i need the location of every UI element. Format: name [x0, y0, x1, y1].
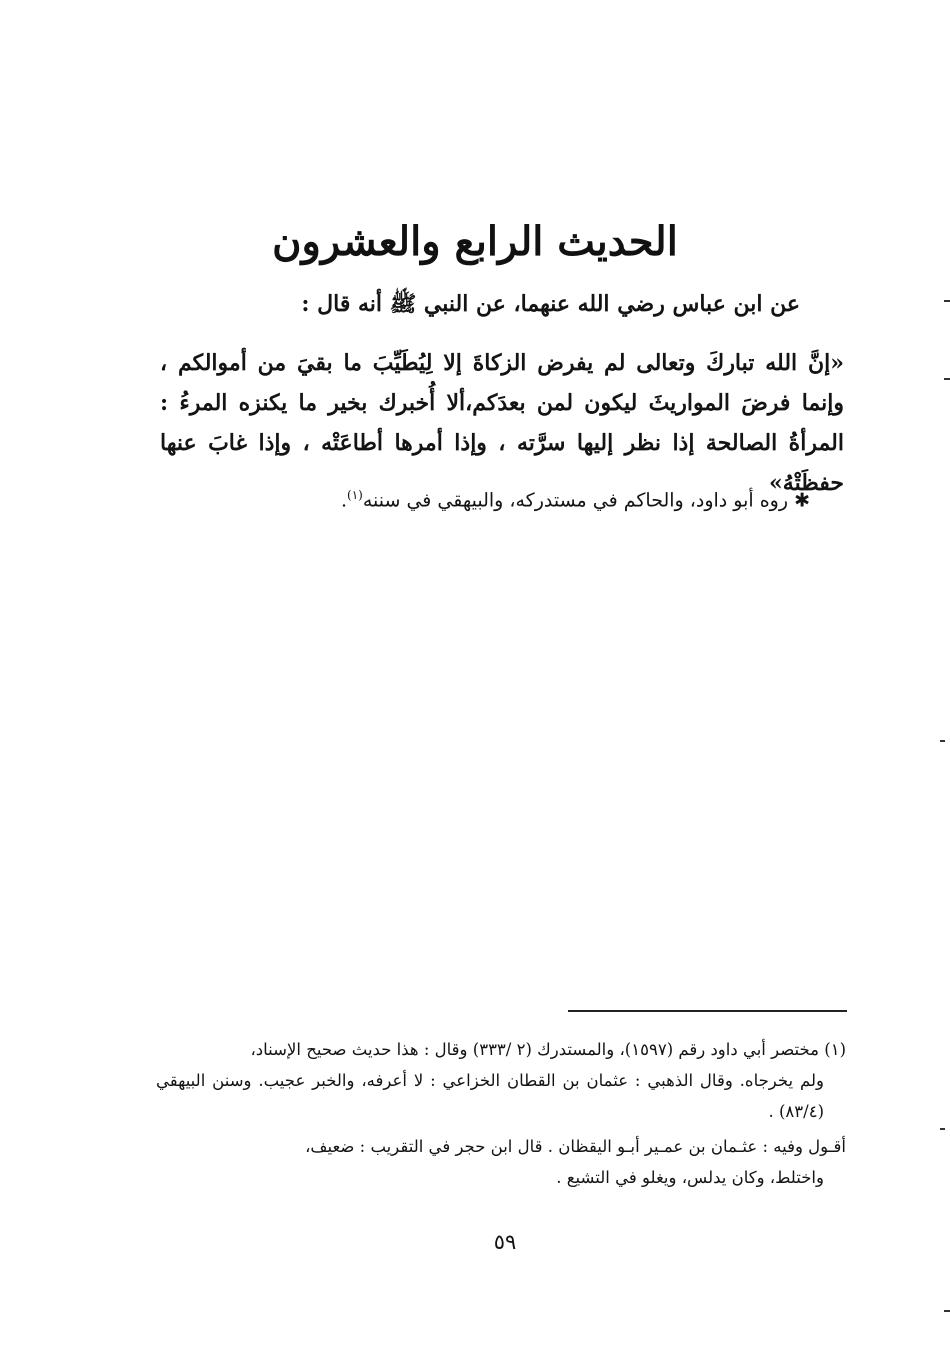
- footnote-1-first-line: (١) مختصر أبي داود رقم (١٥٩٧)، والمستدرك (٢ /٣٣٣) وقال : هذا حديث صحيح الإسناد،: [250, 1040, 846, 1059]
- scan-mark: [944, 1310, 950, 1312]
- footnote-2-first-line: أقـول وفيه : عثـمان بن عمـير أبـو اليقظان . قال ابن حجر في التقريب : ضعيف،: [305, 1137, 846, 1156]
- page-number: ٥٩: [493, 1230, 517, 1254]
- source-note-text: ✱ روه أبو داود، والحاكم في مستدركه، والبيهقي في سننه: [362, 489, 810, 512]
- footnotes-section: [156, 1034, 846, 1197]
- hadith-source-note: [160, 488, 810, 511]
- footnote-2-continuation: واختلط، وكان يدلس، ويغلو في التشيع .: [556, 1168, 824, 1187]
- hadith-narration-intro: عن ابن عباس رضي الله عنهما، عن النبي ﷺ أنه قال :: [301, 291, 800, 317]
- scan-mark: [944, 378, 950, 380]
- scan-mark: [944, 300, 950, 302]
- hadith-title: الحديث الرابع والعشرون: [272, 218, 678, 265]
- footnote-separator: [568, 1010, 847, 1012]
- footnote-1: [156, 1034, 846, 1127]
- footnote-2: [156, 1131, 846, 1193]
- source-note-end: .: [340, 489, 347, 512]
- footnote-reference-mark: (١): [347, 488, 363, 502]
- scan-mark: [940, 1128, 945, 1130]
- scan-mark: [940, 740, 945, 742]
- hadith-text: «إنَّ الله تباركَ وتعالى لم يفرض الزكاةَ إلا لِيُطَيِّبَ ما بقيَ من أموالكم ، وإنما فرضَ المواريثَ ليكون لمن بعدَكم،ألا أُخبرك بخير ما يكنزه المرءُ : المرأةُ الصالحة إذا نظر إليها سرَّته ، وإذا أمرها أطاعَتْه ، وإذا غابَ عنها حفظَتْهُ»: [160, 350, 844, 496]
- footnote-1-continuation: ولم يخرجاه. وقال الذهبي : عثمان بن القطان الخزاعي : لا أعرفه، والخبر عجيب. وسنن البيهقي (٨٣/٤) .: [156, 1071, 824, 1121]
